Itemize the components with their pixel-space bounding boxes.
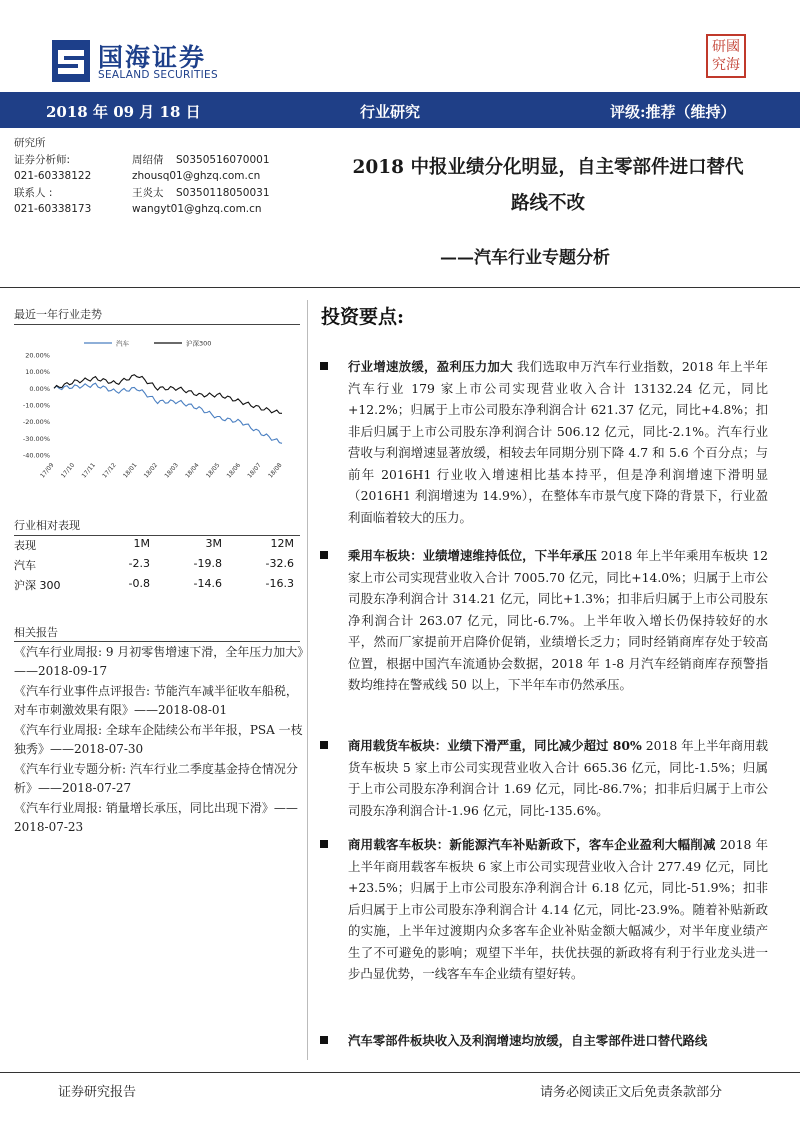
legend-label: 沪深300 [186,339,212,348]
x-tick-label: 17/11 [80,461,97,480]
x-tick-label: 17/09 [39,461,56,480]
report-subtitle: ——汽车行业专题分析 [440,248,610,268]
column-divider [307,300,308,1060]
x-tick-label: 18/07 [246,461,263,480]
report-type: 行业研究 [360,103,421,121]
footer-label: 证券研究报告 [58,1085,137,1100]
trend-title-underline [14,324,300,325]
y-tick-label: -10.00% [22,401,50,410]
analyst-row: 联系人 : 王炎太 S0350118050031 [14,186,270,199]
sealand-logo-icon [52,40,90,82]
table-row: 汽车 -2.3 -19.8 -32.6 [14,557,294,572]
report-rating: 评级:推荐（维持） [610,103,736,121]
x-tick-label: 18/06 [225,461,243,480]
perf-title-underline [14,535,300,536]
report-link[interactable]: 《汽车行业事件点评报告: 节能汽车减半征收车船税，对车市刺激效果有限》——2018-08-01 [14,684,298,717]
analyst-row: 021-60338122 zhousq01@ghzq.com.cn [14,170,261,182]
performance-table [14,537,300,597]
trend-title: 最近一年行业走势 [14,308,102,321]
analyst-info [14,135,270,218]
investment-point: 商用载货车板块：业绩下滑严重，同比减少超过 80% 2018 年上半年商用载货车板块 5 家上市公司实现营业收入合计 665.36 亿元，同比-1.5%；归属于上市公司股东净利润合计 1.69 亿元，同比-86.7%；扣非后归属于上市公司股东净利润合计-1.96 亿元，同比-135.6%。 [322,735,768,821]
footer-disclaimer: 请务必阅读正文后免责条款部分 [540,1085,723,1100]
bullet-icon [320,1036,328,1044]
y-tick-label: -20.00% [22,418,50,427]
bullet-icon [320,840,328,848]
reports-title-underline [14,641,300,642]
analyst-row: 证券分析师: 周绍倩 S0350516070001 [14,153,270,166]
reports-title: 相关报告 [14,626,58,639]
x-tick-label: 17/12 [101,461,118,480]
investment-point: 行业增速放缓，盈利压力加大 我们选取申万汽车行业指数，2018 年上半年汽车行业 179 家上市公司实现营业收入合计 13132.24 亿元，同比+12.2%；归属于上市公司股东净利润合计 621.37 亿元，同比+4.8%；扣非后归属于上市公司股东净利润合计 506.12 亿元，同比-2.1%。汽车行业营收与利润增速显著放缓，相较去年同期分别下降 4.7 和 5.6 个百分点；与前年 2016H1 行业收入增速相比基本持平，但是净利润增速下滑明显（2016H1 利润增速为 14.9%），在整体车市景气度下降的背景下，行业盈利面临着较大的压力。 [322,356,768,528]
research-institute-seal: 研國 究海 [706,34,746,78]
report-link[interactable]: 《汽车行业周报: 9 月初零售增速下滑，全年压力加大》——2018-09-17 [14,645,304,678]
report-link[interactable]: 《汽车行业专题分析: 汽车行业二季度基金持仓情况分析》——2018-07-27 [14,762,298,795]
x-tick-label: 18/03 [163,461,180,480]
report-info-bar [0,92,800,128]
report-date: 2018 年 09 月 18 日 [46,103,201,121]
logo-chinese-name: 国海证券 [98,43,207,72]
y-tick-label: -30.00% [22,434,50,443]
analyst-row: 研究所 [14,137,46,149]
industry-trend-chart [14,333,300,481]
y-tick-label: 0.00% [29,384,50,393]
bullet-icon [320,741,328,749]
investment-point: 乘用车板块：业绩增速维持低位，下半年承压 2018 年上半年乘用车板块 12 家上市公司实现营业收入合计 7005.70 亿元，同比+14.0%；归属于上市公司股东净利润合计 314.21 亿元，同比+1.3%；扣非后归属于上市公司股东净利润合计 263.07 亿元，同比-6.7%。上半年收入增长仍保持较好的水平，然而厂家提前开启降价促销，业绩增长乏力；同时经销商库存处于较高位置，根据中国汽车流通协会数据，2018 年 1-8 月汽车经销商库存预警指数均维持在警戒线 50 以上，下半年车市仍然承压。 [322,545,768,696]
x-tick-label: 18/05 [204,461,222,480]
logo-english-name: SEALAND SECURITIES [98,69,218,81]
x-tick-label: 18/04 [184,461,201,480]
perf-title: 行业相对表现 [14,519,80,532]
investment-point: 汽车零部件板块收入及利润增速均放缓，自主零部件进口替代路线 [322,1030,768,1052]
footer-divider [0,1072,800,1073]
investment-points-title: 投资要点: [321,306,405,328]
bullet-icon [320,362,328,370]
company-logo [52,38,232,86]
y-tick-label: 20.00% [25,351,50,360]
series-line-csi300 [54,375,282,414]
table-row: 沪深 300 -0.8 -14.6 -16.3 [14,577,294,592]
x-tick-label: 18/01 [121,461,139,480]
analyst-row: 021-60338173 wangyt01@ghzq.com.cn [14,203,262,215]
report-link[interactable]: 《汽车行业周报: 全球车企陆续公布半年报，PSA 一枝独秀》——2018-07-30 [14,723,303,756]
x-tick-label: 18/02 [142,461,160,480]
investment-point: 商用载客车板块：新能源汽车补贴新政下，客车企业盈利大幅削减 2018 年上半年商用载客车板块 6 家上市公司实现营业收入合计 277.49 亿元，同比+23.5%；归属于上市公司股东净利润合计 6.18 亿元，同比-51.9%；扣非后归属于上市公司股东净利润合计 4.14 亿元，同比-23.9%。随着补贴新政的实施，上半年过渡期内众多客车企业补贴金额大幅减少，对半年度业绩产生了不可避免的影响；观望下半年，扶优扶强的新政将有利于行业龙头进一步凸显优势，一线客车车企业绩有望好转。 [322,834,768,985]
report-title: 2018 中报业绩分化明显，自主零部件进口替代 路线不改 [352,157,744,214]
related-reports-list [14,643,304,838]
legend-label: 汽车 [116,339,129,348]
x-tick-label: 17/10 [59,461,77,480]
report-link[interactable]: 《汽车行业周报: 销量增长承压，同比出现下滑》——2018-07-23 [14,801,298,834]
table-header-row: 表现 1M 3M 12M [14,537,294,552]
series-line-auto [54,383,282,443]
header-divider [0,287,800,288]
y-tick-label: 10.00% [25,368,50,377]
x-tick-label: 18/08 [267,461,284,480]
y-tick-label: -40.00% [22,451,50,460]
bullet-icon [320,551,328,559]
